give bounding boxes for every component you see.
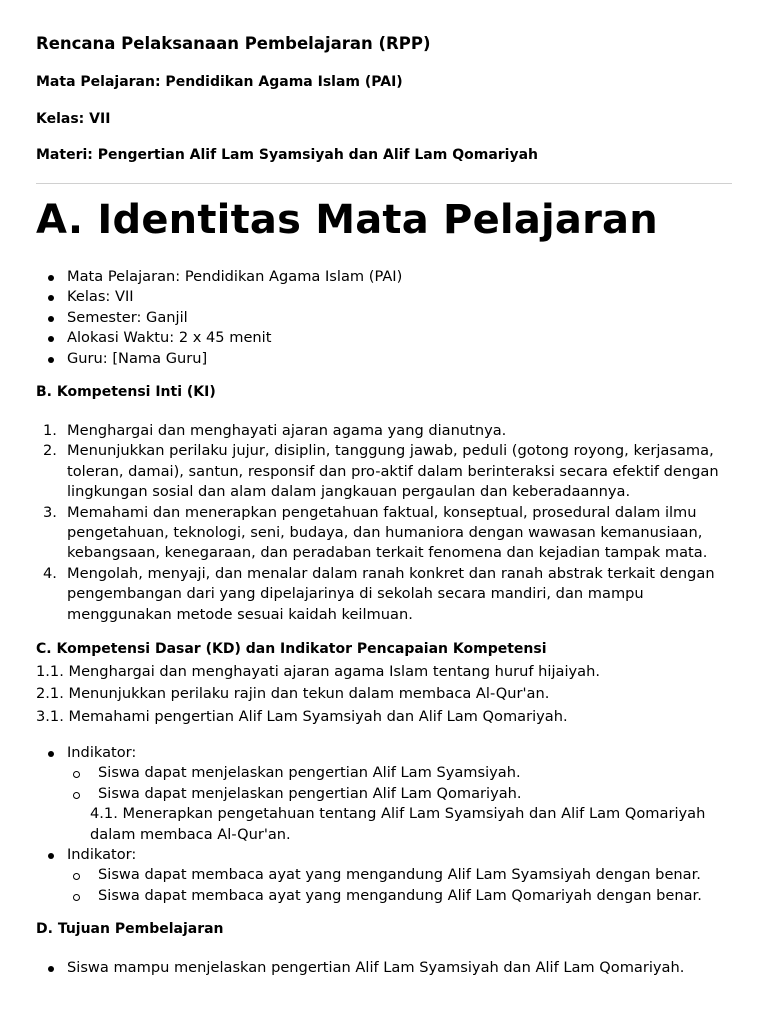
list-item xyxy=(36,421,732,441)
list-item: Siswa dapat membaca ayat yang mengandung Alif Lam Qomariyah dengan benar. xyxy=(67,886,732,906)
basic-competence-lines xyxy=(36,662,732,729)
indicator-group xyxy=(36,845,732,906)
list-item-text: Menghargai dan menghayati ajaran agama yang dianutnya. xyxy=(67,422,507,439)
list-number: 2. xyxy=(43,442,57,460)
indicator-list xyxy=(36,743,732,906)
list-number: 3. xyxy=(43,503,57,521)
list-item: Siswa dapat menjelaskan pengertian Alif Lam Qomariyah. xyxy=(67,784,732,804)
list-item: Siswa dapat membaca ayat yang mengandung Alif Lam Syamsiyah dengan benar. xyxy=(67,865,732,885)
learning-goal-list xyxy=(36,958,732,978)
section-d-heading: D. Tujuan Pembelajaran xyxy=(36,921,224,937)
list-item: Guru: [Nama Guru] xyxy=(36,349,732,369)
kd-note: 4.1. Menerapkan pengetahuan tentang Alif Lam Syamsiyah dan Alif Lam Qomariyah dalam membaca Al-Qur'an. xyxy=(90,805,706,843)
section-b-heading: B. Kompetensi Inti (KI) xyxy=(36,384,216,400)
section-a-heading: A. Identitas Mata Pelajaran xyxy=(36,197,658,243)
list-item xyxy=(36,503,732,564)
list-item xyxy=(36,564,732,625)
list-item: Mata Pelajaran: Pendidikan Agama Islam (PAI) xyxy=(36,267,732,287)
kd-line: 2.1. Menunjukkan perilaku rajin dan tekun dalam membaca Al-Qur'an. xyxy=(36,685,550,703)
core-competence-list xyxy=(36,421,732,625)
class-line: Kelas: VII xyxy=(36,111,111,127)
list-item-text: Mengolah, menyaji, dan menalar dalam ranah konkret dan ranah abstrak terkait dengan pengembangan dari yang dipelajarinya di sekolah secara mandiri, dan mampu menggunakan metode sesuai kaidah keilmuan. xyxy=(67,564,715,623)
section-c-heading: C. Kompetensi Dasar (KD) dan Indikator Pencapaian Kompetensi xyxy=(36,641,547,657)
indicator-group xyxy=(36,743,732,845)
material-line: Materi: Pengertian Alif Lam Syamsiyah dan Alif Lam Qomariyah xyxy=(36,147,539,163)
indicator-sub-list xyxy=(67,763,732,804)
list-number: 4. xyxy=(43,564,57,582)
list-item: Kelas: VII xyxy=(36,287,732,307)
document-title: Rencana Pelaksanaan Pembelajaran (RPP) xyxy=(36,34,431,53)
list-item: Siswa dapat menjelaskan pengertian Alif Lam Syamsiyah. xyxy=(67,763,732,783)
subject-line: Mata Pelajaran: Pendidikan Agama Islam (PAI) xyxy=(36,74,403,90)
kd-line: 1.1. Menghargai dan menghayati ajaran agama Islam tentang huruf hijaiyah. xyxy=(36,663,600,680)
list-item-text: Menunjukkan perilaku jujur, disiplin, tanggung jawab, peduli (gotong royong, kerjasama, toleran, damai), santun, responsif dan pro-aktif dalam berinteraksi secara efektif dengan lingkungan sosial dan alam dalam jangkauan pergaulan dan keberadaannya. xyxy=(67,442,719,501)
list-item-text: Memahami dan menerapkan pengetahuan faktual, konseptual, prosedural dalam ilmu pengetahuan, teknologi, seni, budaya, dan humaniora dengan wawasan kemanusiaan, kebangsaan, kenegaraan, dan peradaban terkait fenomena dan kejadian tampak mata. xyxy=(67,503,708,562)
list-item xyxy=(36,441,732,502)
list-item: Alokasi Waktu: 2 x 45 menit xyxy=(36,328,732,348)
identity-list xyxy=(36,267,732,369)
indicator-label: Indikator: xyxy=(67,744,137,761)
kd-line: 3.1. Memahami pengertian Alif Lam Syamsiyah dan Alif Lam Qomariyah. xyxy=(36,707,568,725)
list-item: Semester: Ganjil xyxy=(36,308,732,328)
list-number: 1. xyxy=(43,422,57,439)
indicator-label: Indikator: xyxy=(67,846,137,864)
list-item: Siswa mampu menjelaskan pengertian Alif Lam Syamsiyah dan Alif Lam Qomariyah. xyxy=(36,958,732,978)
indicator-sub-list xyxy=(67,865,732,906)
header-divider xyxy=(36,183,732,184)
